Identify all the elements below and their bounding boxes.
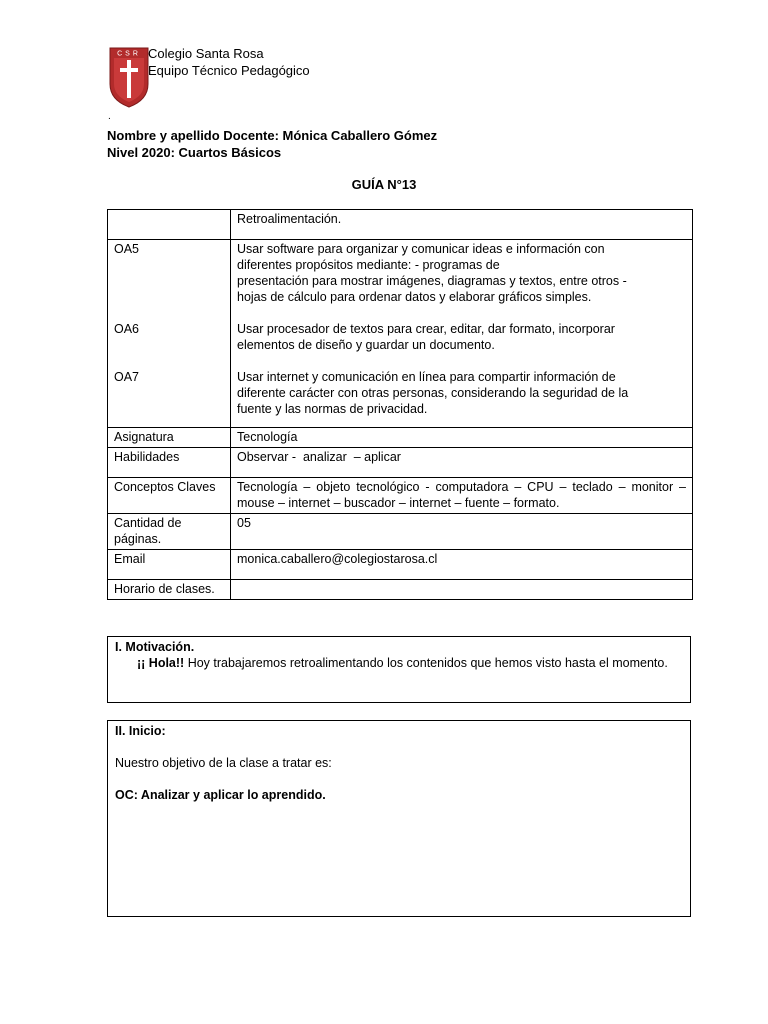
school-team: Equipo Técnico Pedagógico [148,63,310,78]
oa5-line: presentación para mostrar imágenes, diagramas y textos, entre otros - [237,274,627,288]
oa5-line: hojas de cálculo para ordenar datos y elaborar gráficos simples. [237,290,592,304]
objective-intro: Nuestro objetivo de la clase a tratar es: [115,756,332,770]
start-section [107,720,691,917]
table-row [108,514,693,550]
oa5-line: Usar software para organizar y comunicar ideas e información con [237,242,605,256]
oa-text-cell [231,240,693,428]
table-row [108,478,693,514]
class-objective: OC: Analizar y aplicar lo aprendido. [115,788,326,802]
school-header [108,44,408,110]
guide-title: GUÍA N°13 [351,177,417,192]
oa5-line: diferentes propósitos mediante: - programas de [237,258,500,272]
paginas-label: Cantidad de páginas. [108,514,231,550]
habilidades-value: Observar - analizar – aplicar [231,448,693,478]
table-row [108,448,693,478]
oa5-text [237,241,686,305]
email-value: monica.caballero@colegiostarosa.cl [231,550,693,580]
teacher-name: Nombre y apellido Docente: Mónica Caballero Gómez [107,128,438,143]
oa5-label: OA5 [114,242,140,256]
oa6-line: elementos de diseño y guardar un documento. [237,338,495,352]
asignatura-value: Tecnología [231,428,693,448]
habilidades-label: Habilidades [108,448,231,478]
oa6-label: OA6 [114,322,140,336]
table-row [108,210,693,240]
motivation-text: Hoy trabajaremos retroalimentando los contenidos que hemos visto hasta el momento. [184,656,668,670]
table-row [108,240,693,428]
oa7-line: fuente y las normas de privacidad. [237,402,428,416]
oa7-line: diferente carácter con otras personas, considerando la seguridad de la [237,386,629,400]
school-name: Colegio Santa Rosa [148,46,264,61]
oa7-label: OA7 [114,370,140,384]
teacher-level: Nivel 2020: Cuartos Básicos [107,145,282,160]
start-title: II. Inicio: [115,724,166,738]
table-row [108,428,693,448]
table-cell-empty [108,210,231,240]
motivation-text-block [115,655,683,671]
paginas-value: 05 [231,514,693,550]
email-label: Email [108,550,231,580]
motivation-greeting: ¡¡ Hola!! [137,656,185,670]
oa6-line: Usar procesador de textos para crear, editar, dar formato, incorporar [237,322,615,336]
oa6-text [237,321,686,353]
oa7-text [237,369,686,417]
motivation-title: I. Motivación. [115,640,195,654]
header-dot: . [108,111,111,122]
asignatura-label: Asignatura [108,428,231,448]
teacher-info [107,127,437,161]
horario-value [231,580,693,600]
retro-value: Retroalimentación. [231,210,693,240]
crest-letters: CSR [117,50,141,58]
guide-info-table [107,209,693,600]
school-crest-icon [108,44,150,108]
oa7-line: Usar internet y comunicación en línea para compartir información de [237,370,616,384]
motivation-section [107,636,691,703]
oa-labels-cell [108,240,231,428]
table-row [108,550,693,580]
conceptos-value: Tecnología – objeto tecnológico - computadora – CPU – teclado – monitor – mouse – internet – buscador – internet – fuente – formato. [231,478,693,514]
horario-label: Horario de clases. [108,580,231,600]
conceptos-label: Conceptos Claves [108,478,231,514]
table-row [108,580,693,600]
